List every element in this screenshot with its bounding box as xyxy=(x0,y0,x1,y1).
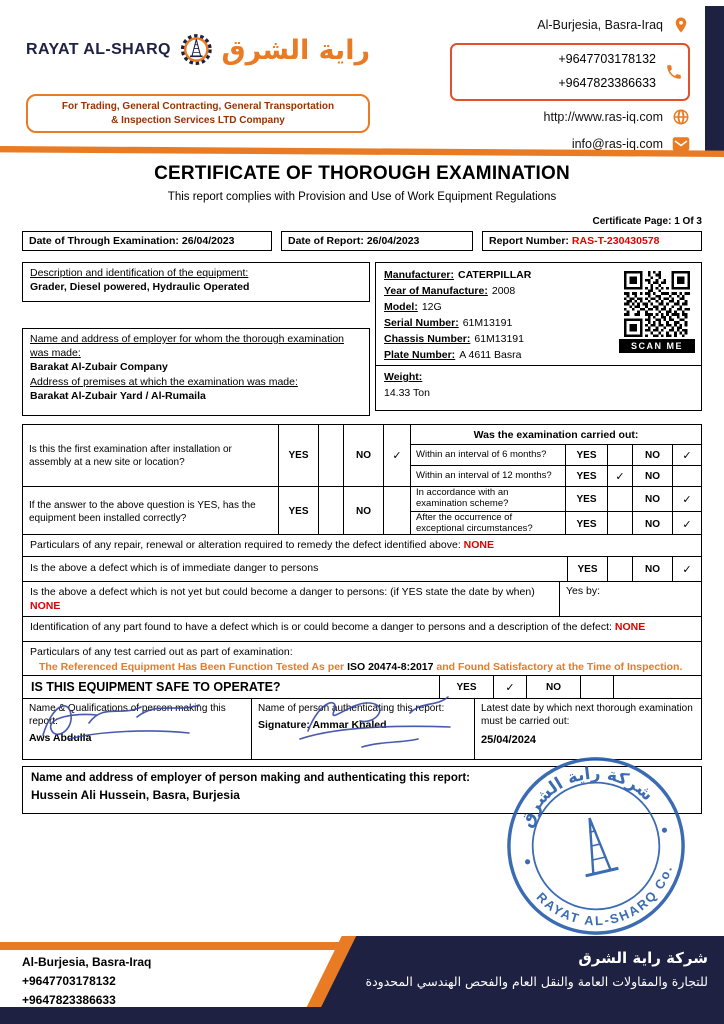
footer-contact-block xyxy=(22,953,151,1010)
tagline-line1: For Trading, General Contracting, General Transportation xyxy=(61,101,335,112)
contact-address xyxy=(450,16,690,34)
identification-value: NONE xyxy=(614,621,646,633)
weight-value: 14.33 Ton xyxy=(384,386,430,399)
responsible-employer-label: Name and address of employer of person making and authenticating this report: xyxy=(31,772,470,784)
report-number-value: RAS-T-230430578 xyxy=(571,235,660,247)
safe-to-operate-row xyxy=(22,675,702,699)
no-label: NO xyxy=(632,557,672,581)
tagline-line2: & Inspection Services LTD Company xyxy=(111,114,285,126)
yes-label: YES xyxy=(279,487,319,537)
safe-question: IS THIS EQUIPMENT SAFE TO OPERATE? xyxy=(31,680,281,694)
identification-row xyxy=(22,616,702,642)
premises-value: Barakat Al-Zubair Yard / Al-Rumaila xyxy=(30,389,206,402)
maker-name: Aws Abdulla xyxy=(29,732,92,744)
premises-label: Address of premises at which the examination was made: xyxy=(30,375,298,388)
report-date-label: Date of Report: xyxy=(288,235,364,247)
contact-phone2: +9647823386633 xyxy=(558,75,656,90)
employer-value: Barakat Al-Zubair Company xyxy=(30,361,168,374)
contact-block xyxy=(450,16,690,162)
safe-yes-mark: ✓ xyxy=(493,676,526,698)
exam-sub2: Within an interval of 12 months? xyxy=(411,466,566,487)
no-label: NO xyxy=(633,445,673,466)
q2-yes-mark xyxy=(319,487,344,537)
phone-icon xyxy=(665,63,683,81)
qr-code xyxy=(619,271,695,353)
equipment-section xyxy=(22,262,702,416)
immediate-yes-mark xyxy=(607,557,632,581)
yes-label: YES xyxy=(566,512,608,537)
gear-derrick-logo-icon xyxy=(177,12,216,88)
sub1-no-mark: ✓ xyxy=(673,445,702,466)
test-row xyxy=(22,641,702,676)
exam-sub1: Within an interval of 6 months? xyxy=(411,445,566,466)
no-label: NO xyxy=(633,512,673,537)
exam-date-value: 26/04/2023 xyxy=(181,235,235,247)
exam-q2: If the answer to the above question is YES, has the equipment been installed correctly? xyxy=(23,487,279,537)
spec-chassis-number: Chassis Number: 61M13191 xyxy=(384,333,524,345)
sub3-no-mark: ✓ xyxy=(673,487,702,512)
maker-signature xyxy=(29,691,239,757)
authenticator-name: Signature: Ammar Khaled xyxy=(258,719,387,731)
repair-value: NONE xyxy=(463,539,495,551)
phone-highlight-box xyxy=(450,43,690,101)
no-label: NO xyxy=(344,487,384,537)
contact-website xyxy=(450,108,690,126)
equipment-description-label: Description and identification of the equipment: xyxy=(30,267,249,279)
equipment-description-box xyxy=(22,262,370,302)
page-title: CERTIFICATE OF THOROUGH EXAMINATION xyxy=(154,163,570,184)
yes-label: YES xyxy=(566,487,608,512)
safe-row-spacer xyxy=(613,676,701,698)
yes-label: YES xyxy=(567,557,607,581)
employer-premises-box xyxy=(22,328,370,416)
equipment-description-value: Grader, Diesel powered, Hydraulic Operated xyxy=(30,281,250,294)
yes-label: YES xyxy=(279,425,319,487)
carried-out-header: Was the examination carried out: xyxy=(411,425,702,445)
safe-no-mark xyxy=(580,676,613,698)
test-label: Particulars of any test carried out as part of examination: xyxy=(30,646,293,658)
stamp-derrick-icon xyxy=(573,814,618,876)
no-label: NO xyxy=(344,425,384,487)
authenticator-label: Name of person authenticating this report: xyxy=(258,703,445,714)
sub3-yes-mark xyxy=(608,487,633,512)
contact-phone1: +9647703178132 xyxy=(558,52,656,66)
contact-website-text: http://www.ras-iq.com xyxy=(543,109,663,124)
becoming-danger-row xyxy=(22,581,702,617)
report-date-value: 26/04/2023 xyxy=(366,235,420,247)
test-result-text: The Referenced Equipment Has Been Function Tested As per ISO 20474-8:2017 and Found Satisfactory at the Time of Inspection. xyxy=(39,660,683,673)
exam-sub3: In accordance with an examination scheme? xyxy=(411,487,566,512)
spec-year: Year of Manufacture: 2008 xyxy=(384,285,516,297)
weight-box xyxy=(375,365,702,411)
footer-phone2: +9647823386633 xyxy=(22,993,116,1007)
company-name-en: RAYAT AL-SHARQ xyxy=(26,41,171,58)
repair-row xyxy=(22,534,702,557)
repair-text: Particulars of any repair, renewal or alteration required to remedy the defect identified above: xyxy=(30,539,461,551)
header-navy-bar xyxy=(705,6,724,156)
company-name-ar: راية الشرق xyxy=(221,34,370,66)
spec-model: Model: 12G xyxy=(384,301,442,313)
q1-yes-mark xyxy=(319,425,344,487)
contact-address-text: Al-Burjesia, Basra-Iraq xyxy=(537,18,663,32)
spec-manufacturer: Manufacturer: CATERPILLAR xyxy=(384,269,532,281)
company-logo-block xyxy=(26,12,370,133)
particulars-section xyxy=(22,535,702,760)
immediate-danger-row xyxy=(22,556,702,582)
exam-sub4: After the occurrence of exceptional circumstances? xyxy=(411,512,566,537)
stamp-text-en: RAYAT AL-SHARQ Co. xyxy=(533,862,676,929)
globe-icon xyxy=(672,108,690,126)
footer-phone1: +9647703178132 xyxy=(22,974,116,988)
spec-plate-number: Plate Number: A 4611 Basra xyxy=(384,349,522,361)
maker-cell xyxy=(23,699,251,759)
footer-orange-stripe xyxy=(0,942,358,950)
iso-standard: ISO 20474-8:2017 xyxy=(347,660,434,673)
yes-label: YES xyxy=(439,676,493,698)
becoming-danger-text: Is the above a defect which is not yet but could become a danger to persons: (if YES state the date by when) xyxy=(30,586,535,598)
no-label: NO xyxy=(633,487,673,512)
exam-date-label: Date of Through Examination: xyxy=(29,235,179,247)
q1-no-mark: ✓ xyxy=(384,425,411,487)
report-number-box xyxy=(482,231,702,251)
exam-q1: Is this the first examination after installation or assembly at a new site or location? xyxy=(23,425,279,487)
footer-tagline-ar: للتجارة والمقاولات العامة والنقل العام والفحص الهندسي المحدودة xyxy=(365,973,708,989)
becoming-danger-value: NONE xyxy=(30,599,61,612)
examination-table xyxy=(22,424,702,537)
employer-label: Name and address of employer for whom the thorough examination was made: xyxy=(30,333,345,360)
identification-text: Identification of any part found to have a defect which is or could become a danger to persons and a description of the defect: xyxy=(30,621,612,633)
page-subtitle: This report complies with Provision and Use of Work Equipment Regulations xyxy=(167,191,557,203)
stamp-text-ar: شركة راية الشرق xyxy=(515,762,658,830)
footer xyxy=(0,936,724,1024)
q2-no-mark xyxy=(384,487,411,537)
yes-by-cell: Yes by: xyxy=(559,582,701,616)
certificate-page-number: Certificate Page: 1 Of 3 xyxy=(592,216,702,227)
sub4-no-mark: ✓ xyxy=(673,512,702,537)
sub2-yes-mark: ✓ xyxy=(608,466,633,487)
next-exam-label: Latest date by which next thorough examination must be carried out: xyxy=(481,703,693,727)
company-tagline xyxy=(26,94,370,133)
becoming-danger-text-cell xyxy=(23,582,559,616)
spec-serial-number: Serial Number: 61M13191 xyxy=(384,317,513,329)
authenticator-cell xyxy=(251,699,474,759)
no-label: NO xyxy=(526,676,580,698)
yes-label: YES xyxy=(566,466,608,487)
contact-email-text: info@ras-iq.com xyxy=(571,136,663,151)
location-pin-icon xyxy=(672,16,690,34)
report-date-box xyxy=(281,231,473,251)
sub1-yes-mark xyxy=(608,445,633,466)
no-label: NO xyxy=(633,466,673,487)
equipment-specs-box xyxy=(375,262,702,366)
sub2-no-mark xyxy=(673,466,702,487)
immediate-no-mark: ✓ xyxy=(672,557,701,581)
yes-label: YES xyxy=(566,445,608,466)
next-exam-date: 25/04/2024 xyxy=(481,734,537,746)
qr-scan-label: SCAN ME xyxy=(619,339,695,353)
date-row xyxy=(22,231,702,251)
email-icon xyxy=(672,135,690,153)
qr-code-image xyxy=(624,271,690,337)
footer-company-ar: شركة راية الشرق xyxy=(578,949,708,967)
immediate-danger-text: Is the above a defect which is of immediate danger to persons xyxy=(30,562,319,575)
report-number-label: Report Number: xyxy=(489,235,569,247)
footer-address: Al-Burjesia, Basra-Iraq xyxy=(22,955,152,969)
weight-label: Weight: xyxy=(384,371,423,383)
exam-date-box xyxy=(22,231,272,251)
maker-label: Name & Qualifications of person making this report: xyxy=(29,703,226,727)
responsible-employer-value: Hussein Ali Hussein, Basra, Burjesia xyxy=(31,788,240,802)
